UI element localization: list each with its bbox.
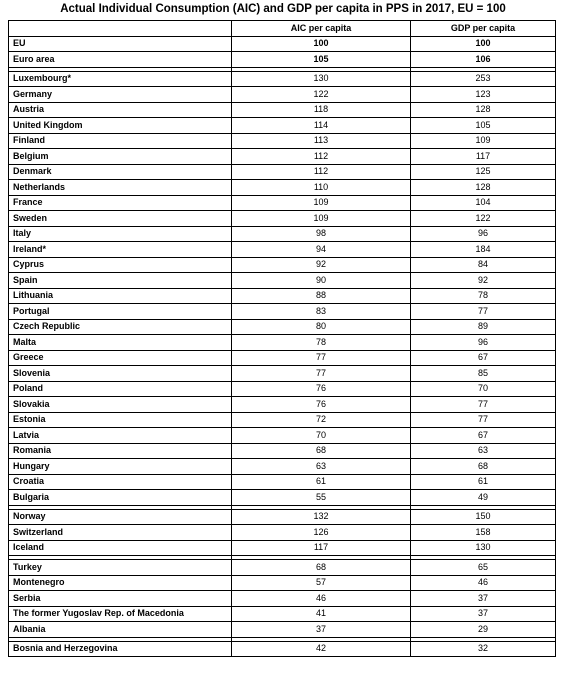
country-name: Norway xyxy=(9,509,232,525)
table-row xyxy=(9,560,556,576)
country-name: Poland xyxy=(9,381,232,397)
country-name: Serbia xyxy=(9,591,232,607)
gdp-value: 123 xyxy=(411,87,556,103)
country-name: Bulgaria xyxy=(9,490,232,506)
aic-value: 76 xyxy=(232,381,411,397)
country-name: Montenegro xyxy=(9,575,232,591)
gdp-value: 68 xyxy=(411,459,556,475)
aic-value: 77 xyxy=(232,350,411,366)
aic-value: 112 xyxy=(232,149,411,165)
gdp-value: 105 xyxy=(411,118,556,134)
country-name: Croatia xyxy=(9,474,232,490)
country-name: Estonia xyxy=(9,412,232,428)
table-row xyxy=(9,428,556,444)
gdp-value: 106 xyxy=(411,52,556,68)
table-row xyxy=(9,87,556,103)
gdp-value: 37 xyxy=(411,591,556,607)
aic-value: 37 xyxy=(232,622,411,638)
table-row xyxy=(9,304,556,320)
aic-value: 57 xyxy=(232,575,411,591)
aic-value: 76 xyxy=(232,397,411,413)
table-row xyxy=(9,350,556,366)
gdp-value: 37 xyxy=(411,606,556,622)
aic-value: 117 xyxy=(232,540,411,556)
country-name: Netherlands xyxy=(9,180,232,196)
table-row xyxy=(9,211,556,227)
aic-value: 46 xyxy=(232,591,411,607)
table-row xyxy=(9,257,556,273)
country-name: Ireland* xyxy=(9,242,232,258)
table-row xyxy=(9,540,556,556)
gdp-value: 67 xyxy=(411,350,556,366)
aic-value: 113 xyxy=(232,133,411,149)
gdp-value: 130 xyxy=(411,540,556,556)
gdp-value: 109 xyxy=(411,133,556,149)
gdp-value: 96 xyxy=(411,226,556,242)
aic-value: 109 xyxy=(232,211,411,227)
country-name: Luxembourg* xyxy=(9,71,232,87)
table-row xyxy=(9,118,556,134)
table-row xyxy=(9,575,556,591)
header-aic: AIC per capita xyxy=(232,21,411,37)
gdp-value: 89 xyxy=(411,319,556,335)
gdp-value: 96 xyxy=(411,335,556,351)
table-title: Actual Individual Consumption (AIC) and GDP per capita in PPS in 2017, EU = 100 xyxy=(60,3,506,15)
gdp-value: 77 xyxy=(411,304,556,320)
gdp-value: 104 xyxy=(411,195,556,211)
country-name: Denmark xyxy=(9,164,232,180)
gdp-value: 128 xyxy=(411,180,556,196)
country-name: Italy xyxy=(9,226,232,242)
gdp-value: 77 xyxy=(411,397,556,413)
country-name: United Kingdom xyxy=(9,118,232,134)
header-row xyxy=(9,21,556,37)
table-row xyxy=(9,366,556,382)
table-row xyxy=(9,71,556,87)
country-name: Germany xyxy=(9,87,232,103)
table-row xyxy=(9,164,556,180)
country-name: Iceland xyxy=(9,540,232,556)
table-row xyxy=(9,36,556,52)
aic-value: 63 xyxy=(232,459,411,475)
table-row xyxy=(9,102,556,118)
country-name: Romania xyxy=(9,443,232,459)
country-name: Malta xyxy=(9,335,232,351)
table-row xyxy=(9,490,556,506)
aic-value: 110 xyxy=(232,180,411,196)
aic-value: 42 xyxy=(232,641,411,657)
table-row xyxy=(9,443,556,459)
aic-value: 72 xyxy=(232,412,411,428)
gdp-value: 125 xyxy=(411,164,556,180)
gdp-value: 70 xyxy=(411,381,556,397)
aic-value: 70 xyxy=(232,428,411,444)
aic-value: 68 xyxy=(232,443,411,459)
gdp-value: 84 xyxy=(411,257,556,273)
gdp-value: 61 xyxy=(411,474,556,490)
aic-value: 77 xyxy=(232,366,411,382)
country-name: Bosnia and Herzegovina xyxy=(9,641,232,657)
table-body xyxy=(9,36,556,657)
country-name: Portugal xyxy=(9,304,232,320)
table-row xyxy=(9,335,556,351)
table-row xyxy=(9,381,556,397)
aic-value: 55 xyxy=(232,490,411,506)
table-row xyxy=(9,288,556,304)
aic-value: 92 xyxy=(232,257,411,273)
aic-value: 122 xyxy=(232,87,411,103)
table-row xyxy=(9,641,556,657)
country-name: Euro area xyxy=(9,52,232,68)
gdp-value: 85 xyxy=(411,366,556,382)
table-row xyxy=(9,319,556,335)
gdp-value: 150 xyxy=(411,509,556,525)
country-name: Latvia xyxy=(9,428,232,444)
aic-value: 41 xyxy=(232,606,411,622)
gdp-value: 117 xyxy=(411,149,556,165)
country-name: Slovakia xyxy=(9,397,232,413)
gdp-value: 253 xyxy=(411,71,556,87)
country-name: Switzerland xyxy=(9,525,232,541)
country-name: Sweden xyxy=(9,211,232,227)
table-row xyxy=(9,606,556,622)
aic-value: 80 xyxy=(232,319,411,335)
country-name: Czech Republic xyxy=(9,319,232,335)
table-row xyxy=(9,226,556,242)
aic-value: 109 xyxy=(232,195,411,211)
table-row xyxy=(9,273,556,289)
aic-value: 132 xyxy=(232,509,411,525)
gdp-value: 184 xyxy=(411,242,556,258)
country-name: Slovenia xyxy=(9,366,232,382)
table-row xyxy=(9,242,556,258)
table-row xyxy=(9,195,556,211)
table-row xyxy=(9,52,556,68)
gdp-value: 32 xyxy=(411,641,556,657)
gdp-value: 78 xyxy=(411,288,556,304)
country-name: Albania xyxy=(9,622,232,638)
table-header xyxy=(9,21,556,37)
aic-value: 130 xyxy=(232,71,411,87)
aic-value: 94 xyxy=(232,242,411,258)
country-name: Hungary xyxy=(9,459,232,475)
gdp-value: 67 xyxy=(411,428,556,444)
gdp-value: 77 xyxy=(411,412,556,428)
country-name: Finland xyxy=(9,133,232,149)
gdp-value: 158 xyxy=(411,525,556,541)
country-name: Turkey xyxy=(9,560,232,576)
aic-value: 100 xyxy=(232,36,411,52)
country-name: Greece xyxy=(9,350,232,366)
header-country xyxy=(9,21,232,37)
table-row xyxy=(9,525,556,541)
gdp-value: 92 xyxy=(411,273,556,289)
aic-value: 118 xyxy=(232,102,411,118)
table-row xyxy=(9,149,556,165)
aic-value: 78 xyxy=(232,335,411,351)
table-row xyxy=(9,397,556,413)
gdp-value: 49 xyxy=(411,490,556,506)
gdp-value: 63 xyxy=(411,443,556,459)
aic-value: 90 xyxy=(232,273,411,289)
table-row xyxy=(9,509,556,525)
aic-value: 98 xyxy=(232,226,411,242)
header-gdp: GDP per capita xyxy=(411,21,556,37)
table-row xyxy=(9,133,556,149)
gdp-value: 128 xyxy=(411,102,556,118)
country-name: Belgium xyxy=(9,149,232,165)
country-name: The former Yugoslav Rep. of Macedonia xyxy=(9,606,232,622)
country-name: Lithuania xyxy=(9,288,232,304)
aic-value: 88 xyxy=(232,288,411,304)
aic-value: 83 xyxy=(232,304,411,320)
country-name: France xyxy=(9,195,232,211)
country-name: Cyprus xyxy=(9,257,232,273)
gdp-value: 29 xyxy=(411,622,556,638)
aic-value: 126 xyxy=(232,525,411,541)
consumption-gdp-table xyxy=(8,20,556,657)
gdp-value: 65 xyxy=(411,560,556,576)
gdp-value: 122 xyxy=(411,211,556,227)
table-row xyxy=(9,459,556,475)
country-name: Spain xyxy=(9,273,232,289)
country-name: EU xyxy=(9,36,232,52)
table-row xyxy=(9,412,556,428)
table-row xyxy=(9,591,556,607)
table-row xyxy=(9,180,556,196)
table-row xyxy=(9,474,556,490)
gdp-value: 46 xyxy=(411,575,556,591)
aic-value: 114 xyxy=(232,118,411,134)
country-name: Austria xyxy=(9,102,232,118)
table-row xyxy=(9,622,556,638)
aic-value: 105 xyxy=(232,52,411,68)
gdp-value: 100 xyxy=(411,36,556,52)
aic-value: 61 xyxy=(232,474,411,490)
aic-value: 68 xyxy=(232,560,411,576)
aic-value: 112 xyxy=(232,164,411,180)
